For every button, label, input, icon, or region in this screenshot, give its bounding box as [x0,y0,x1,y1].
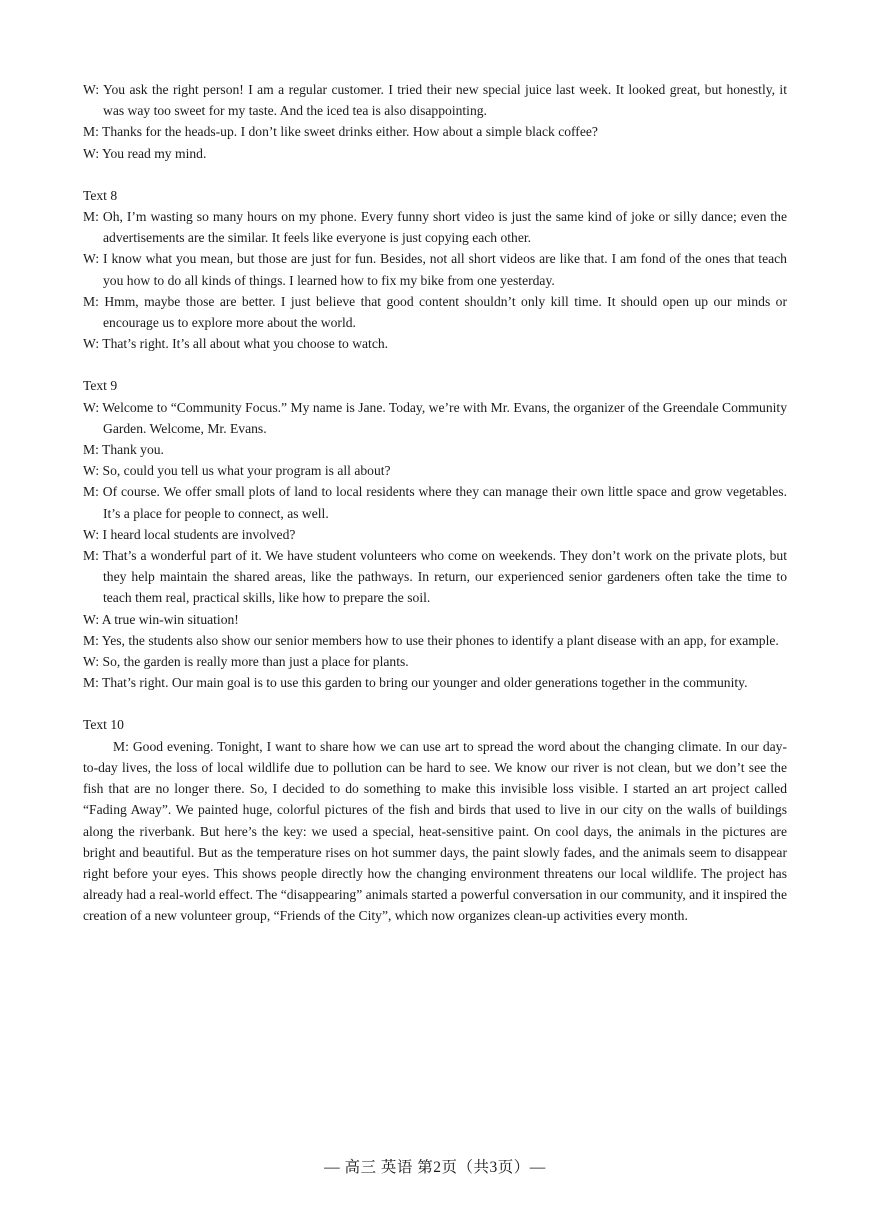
dialogue-line: W: I heard local students are involved? [83,526,296,542]
monologue-paragraph: M: Good evening. Tonight, I want to share how we can use art to spread the word about the changing climate. In our day-to-day lives, the loss of local wildlife due to pollution can be hard to see. We know our river is not clean, but we don’t see the fish that are no longer there. So, I decided to do something to make this invisible loss visible. I started an art project called “Fading Away”. We painted huge, colorful pictures of the fish and birds that used to live in our city on the walls of buildings along the riverbank. But here’s the key: we used a special, heat-sensitive paint. On cool days, the animals in the pictures are bright and beautiful. But as the temperature rises on hot summer days, the paint slowly fades, and the animals seem to disappear right before your eyes. This shows people directly how the changing environment threatens our local wildlife. The project has already had a real-world effect. The “disappearing” animals started a powerful conversation in our community, and it inspired the creation of a new volunteer group, “Friends of the City”, which now organizes clean-up activities every month. [83,738,787,924]
dialogue-line: M: Oh, I’m wasting so many hours on my phone. Every funny short video is just the same kind of joke or silly dance; even the advertisements are the similar. It feels like everyone is just copying each other. [83,209,787,246]
dialogue-line: W: That’s right. It’s all about what you choose to watch. [83,336,389,352]
dialogue-line: M: Of course. We offer small plots of land to local residents where they can manage their own little space and grow vegetables. It’s a place for people to connect, as well. [83,484,787,521]
dialogue-line: W: Welcome to “Community Focus.” My name is Jane. Today, we’re with Mr. Evans, the organizer of the Greendale Community Garden. Welcome, Mr. Evans. [83,399,787,436]
dialogue-line: M: That’s right. Our main goal is to use this garden to bring our younger and older generations together in the community. [83,675,748,691]
section-title-text10: Text 10 [83,717,124,733]
section-title-text8: Text 8 [83,187,118,203]
page-content [83,79,787,927]
dialogue-line: M: Thank you. [83,442,164,458]
dialogue-line: W: A true win-win situation! [83,611,239,627]
dialogue-line: W: You ask the right person! I am a regular customer. I tried their new special juice last week. It looked great, but honestly, it was way too sweet for my taste. And the iced tea is also disappointing. [83,82,787,119]
dialogue-line: W: So, the garden is really more than just a place for plants. [83,654,409,670]
dialogue-line: W: I know what you mean, but those are just for fun. Besides, not all short videos are like that. I am fond of the ones that teach you how to do all kinds of things. I learned how to fix my bike from one yesterday. [83,251,787,288]
section-title-text9: Text 9 [83,378,118,394]
dialogue-line: M: Thanks for the heads-up. I don’t like sweet drinks either. How about a simple black coffee? [83,124,598,140]
dialogue-line: M: That’s a wonderful part of it. We have student volunteers who come on weekends. They don’t work on the private plots, but they help maintain the shared areas, like the pathways. In return, our experienced senior gardeners often take the time to teach them real, practical skills, like how to prepare the soil. [83,548,787,606]
dialogue-line: W: You read my mind. [83,145,207,161]
dialogue-line: W: So, could you tell us what your program is all about? [83,463,391,479]
page-footer: — 高三 英语 第2页（共3页）— [324,1159,546,1176]
dialogue-line: M: Yes, the students also show our senior members how to use their phones to identify a plant disease with an app, for example. [83,632,779,648]
dialogue-line: M: Hmm, maybe those are better. I just believe that good content shouldn’t only kill time. It should open up our minds or encourage us to explore more about the world. [83,293,787,331]
